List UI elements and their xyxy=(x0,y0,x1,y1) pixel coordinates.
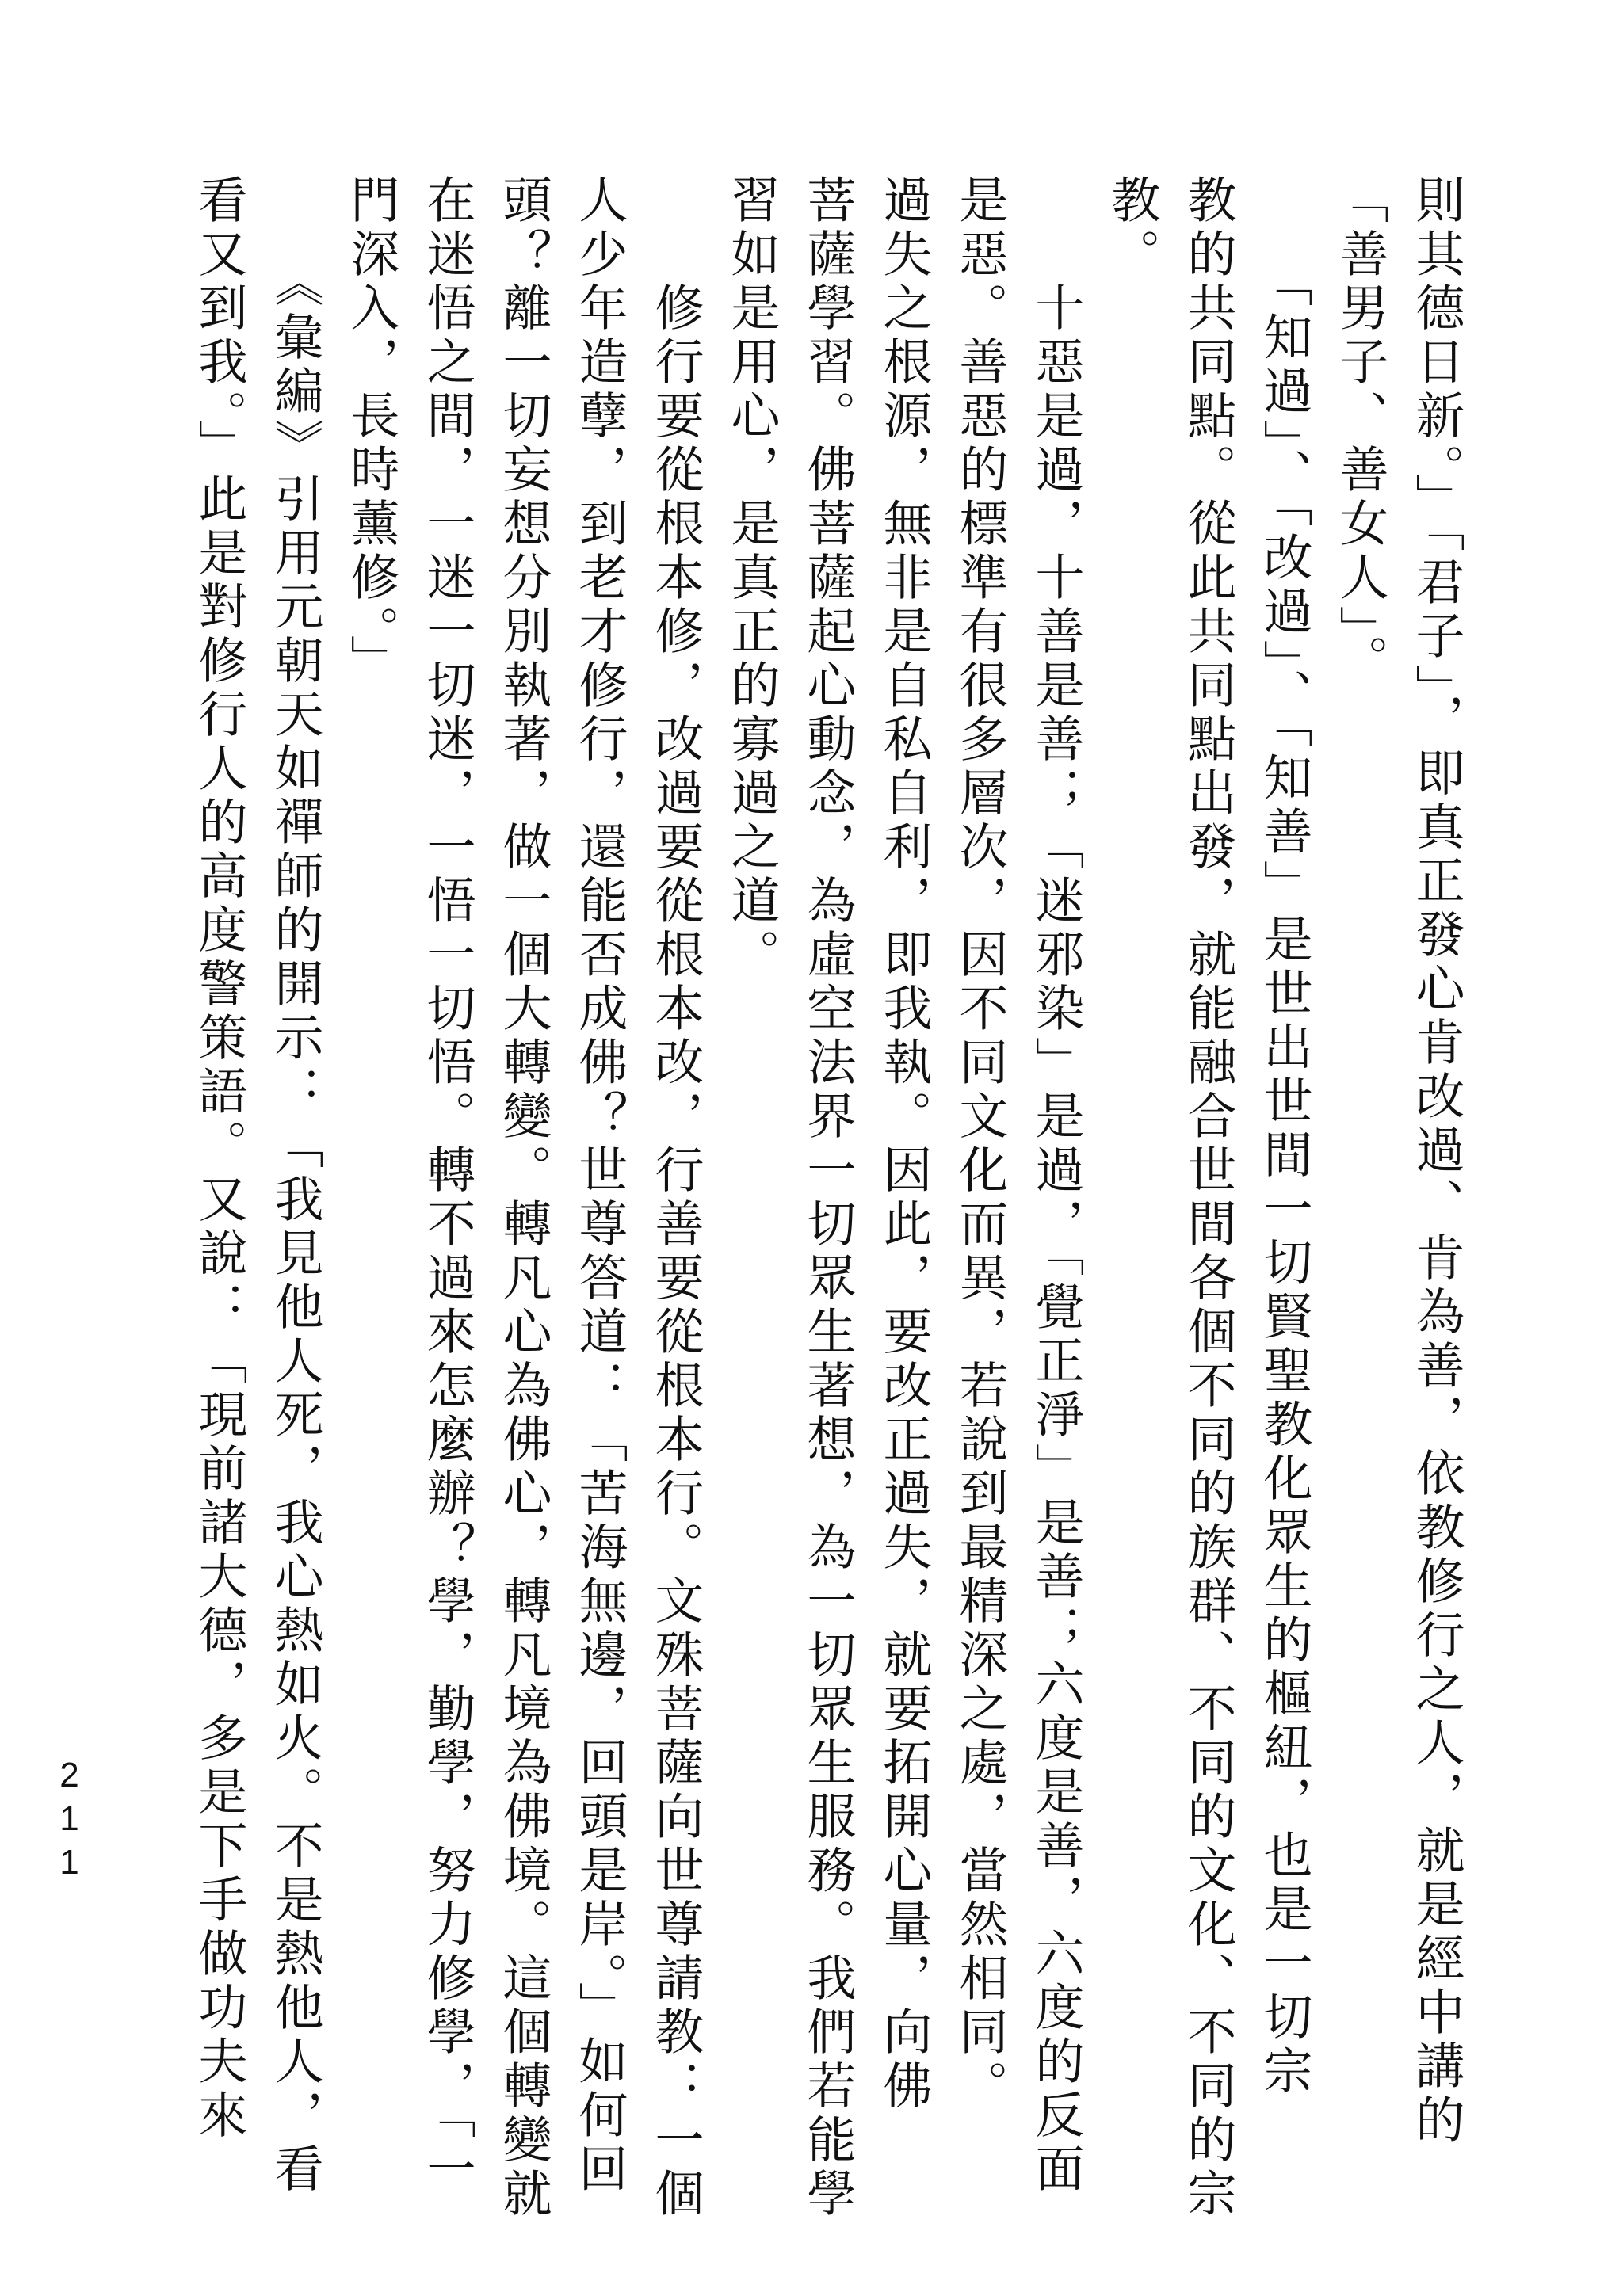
text-line-11: 修行要從根本修，改過要從根本改，行善要從根本行。文殊菩薩向世尊請教：一個 xyxy=(647,174,705,2222)
text-line-3: 「知過」、「改過」、「知善」是世出世間一切賢聖教化眾生的樞紐，也是一切宗 xyxy=(1255,174,1313,2099)
text-line-2: 「善男子、善女人」。 xyxy=(1331,174,1389,688)
text-line-17: 看又到我。」此是對修行人的高度警策語。又說：「現前諸大德，多是下手做功夫來 xyxy=(190,174,248,2143)
vertical-text-body xyxy=(181,174,1474,2222)
text-line-4: 教的共同點。從此共同點出發，就能融合世間各個不同的族群、不同的文化、不同的宗 xyxy=(1179,174,1237,2222)
text-line-12: 人少年造孽，到老才修行，還能否成佛？世尊答道：「苦海無邊，回頭是岸。」如何回 xyxy=(571,174,628,2197)
text-line-6: 十惡是過，十善是善；「迷邪染」是過，「覺正淨」是善；六度是善，六度的反面 xyxy=(1027,174,1085,2197)
text-line-7: 是惡。善惡的標準有很多層次，因不同文化而異，若說到最精深之處，當然相同。 xyxy=(951,174,1009,2114)
text-line-16: 《彙編》引用元朝天如禪師的開示：「我見他人死，我心熱如火。不是熱他人，看 xyxy=(266,174,324,2197)
text-line-15: 門深入，長時薰修。」 xyxy=(342,174,400,688)
page-number: 211 xyxy=(50,1756,89,1886)
text-line-10: 習如是用心，是真正的寡過之道。 xyxy=(723,174,781,982)
text-line-14: 在迷悟之間，一迷一切迷，一悟一切悟。轉不過來怎麼辦？學，勤學，努力修學，「一 xyxy=(418,174,476,2197)
text-line-5: 教。 xyxy=(1103,174,1161,282)
text-line-8: 過失之根源，無非是自私自利，即我執。因此，要改正過失，就要拓開心量，向佛 xyxy=(875,174,933,2114)
text-line-13: 頭？離一切妄想分別執著，做一個大轉變。轉凡心為佛心，轉凡境為佛境。這個轉變就 xyxy=(495,174,552,2222)
text-line-9: 菩薩學習。佛菩薩起心動念，為虛空法界一切眾生著想，為一切眾生服務。我們若能學 xyxy=(799,174,857,2222)
text-line-1: 則其德日新。」「君子」，即真正發心肯改過、肯為善，依教修行之人，就是經中講的 xyxy=(1407,174,1465,2148)
